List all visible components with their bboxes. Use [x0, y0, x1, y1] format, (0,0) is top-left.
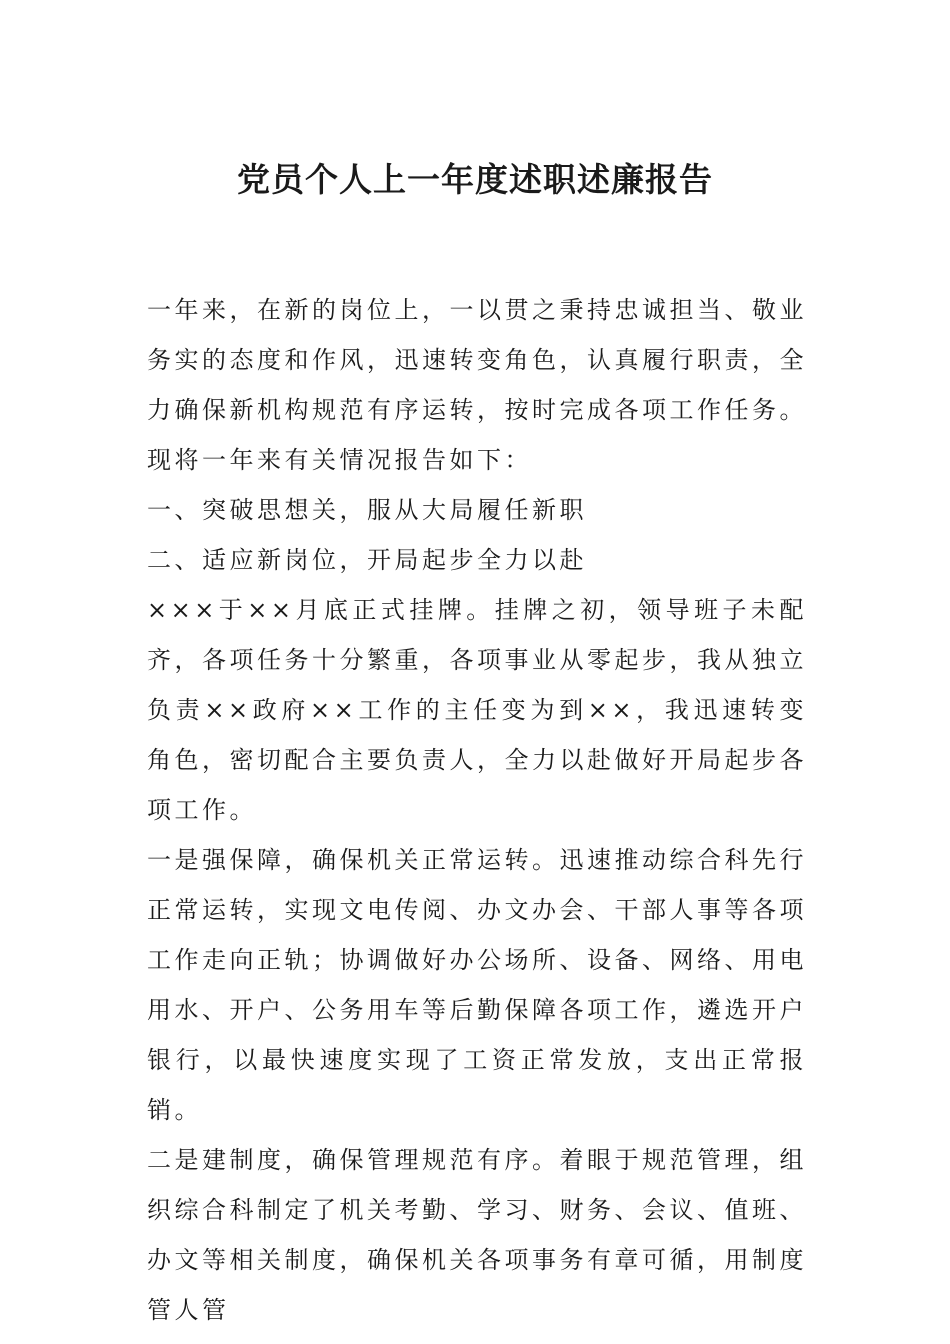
paragraph-systems: 二是建制度，确保管理规范有序。着眼于规范管理，组织综合科制定了机关考勤、学习、财务、会议、值班、办文等相关制度，确保机关各项事务有章可循，用制度管人管 — [147, 1146, 807, 1324]
document-body — [147, 285, 807, 1335]
paragraph-launch: ×××于××月底正式挂牌。挂牌之初，领导班子未配齐，各项任务十分繁重，各项事业从零起步，我从独立负责××政府××工作的主任变为到××，我迅速转变角色，密切配合主要负责人，全力以赴做好开局起步各项工作。 — [147, 596, 807, 824]
section-heading-1: 一、突破思想关，服从大局履任新职 — [147, 496, 587, 524]
document-title: 党员个人上一年度述职述廉报告 — [237, 160, 713, 199]
paragraph-intro: 一年来，在新的岗位上，一以贯之秉持忠诚担当、敬业务实的态度和作风，迅速转变角色，认真履行职责，全力确保新机构规范有序运转，按时完成各项工作任务。现将一年来有关情况报告如下： — [147, 296, 807, 474]
section-heading-2: 二、适应新岗位，开局起步全力以赴 — [147, 546, 587, 574]
paragraph-guarantee: 一是强保障，确保机关正常运转。迅速推动综合科先行正常运转，实现文电传阅、办文办会、干部人事等各项工作走向正轨；协调做好办公场所、设备、网络、用电用水、开户、公务用车等后勤保障各项工作，遴选开户银行，以最快速度实现了工资正常发放，支出正常报销。 — [147, 846, 807, 1124]
